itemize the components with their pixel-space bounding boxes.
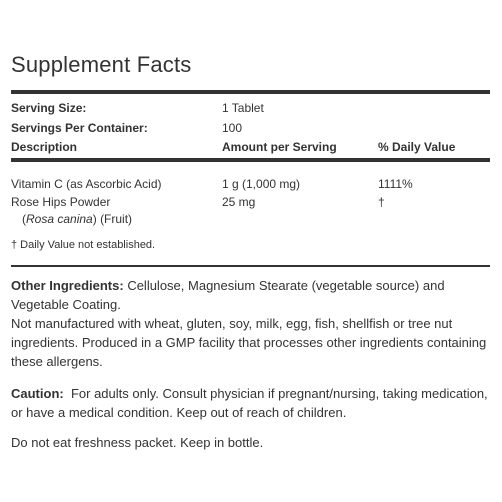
- latin-name: Rosa canina: [26, 212, 93, 226]
- ingredient-name: Rose Hips Powder: [11, 195, 111, 209]
- ingredient-daily-value: 1111%: [378, 177, 413, 191]
- storage-note: Do not eat freshness packet. Keep in bottle.: [11, 435, 264, 450]
- serving-size-label: Serving Size:: [11, 101, 87, 115]
- page-title: Supplement Facts: [11, 52, 192, 77]
- ingredient-source-row: [22, 211, 501, 227]
- ingredient-source: (Rosa canina) (Fruit): [22, 212, 133, 226]
- ingredient-amount: 1 g (1,000 mg): [222, 177, 301, 191]
- ingredient-daily-value: †: [378, 195, 385, 209]
- caution-label: Caution:: [11, 386, 64, 401]
- header-divider: [11, 158, 490, 162]
- ingredient-name: Vitamin C (as Ascorbic Acid): [11, 177, 162, 191]
- other-ingredients-text: Cellulose, Magnesium Stearate (vegetable source) and Vegetable Coating.: [11, 278, 445, 312]
- serving-size-value: 1 Tablet: [222, 101, 264, 115]
- caution-text: For adults only. Consult physician if pregnant/nursing, taking medication, or have a medical condition. Keep out of reach of children.: [11, 386, 488, 420]
- description-header: Description: [11, 140, 78, 154]
- daily-value-header: % Daily Value: [378, 140, 456, 154]
- servings-per-container-label: Servings Per Container:: [11, 121, 148, 135]
- allergen-text: Not manufactured with wheat, gluten, soy, milk, egg, fish, shellfish or tree nut ingredients. Produced in a GMP facility that processes other ingredients containing these allergens.: [11, 316, 487, 369]
- daily-value-footnote: † Daily Value not established.: [11, 239, 156, 251]
- other-ingredients-label: Other Ingredients:: [11, 278, 124, 293]
- plant-part: (Fruit): [100, 212, 133, 226]
- caution-paragraph: [11, 384, 493, 422]
- ingredient-amount: 25 mg: [222, 195, 256, 209]
- top-divider: [11, 90, 490, 94]
- servings-per-container-value: 100: [222, 121, 243, 135]
- footer-divider: [11, 265, 490, 267]
- amount-header: Amount per Serving: [222, 140, 337, 154]
- other-ingredients-paragraph: [11, 276, 493, 371]
